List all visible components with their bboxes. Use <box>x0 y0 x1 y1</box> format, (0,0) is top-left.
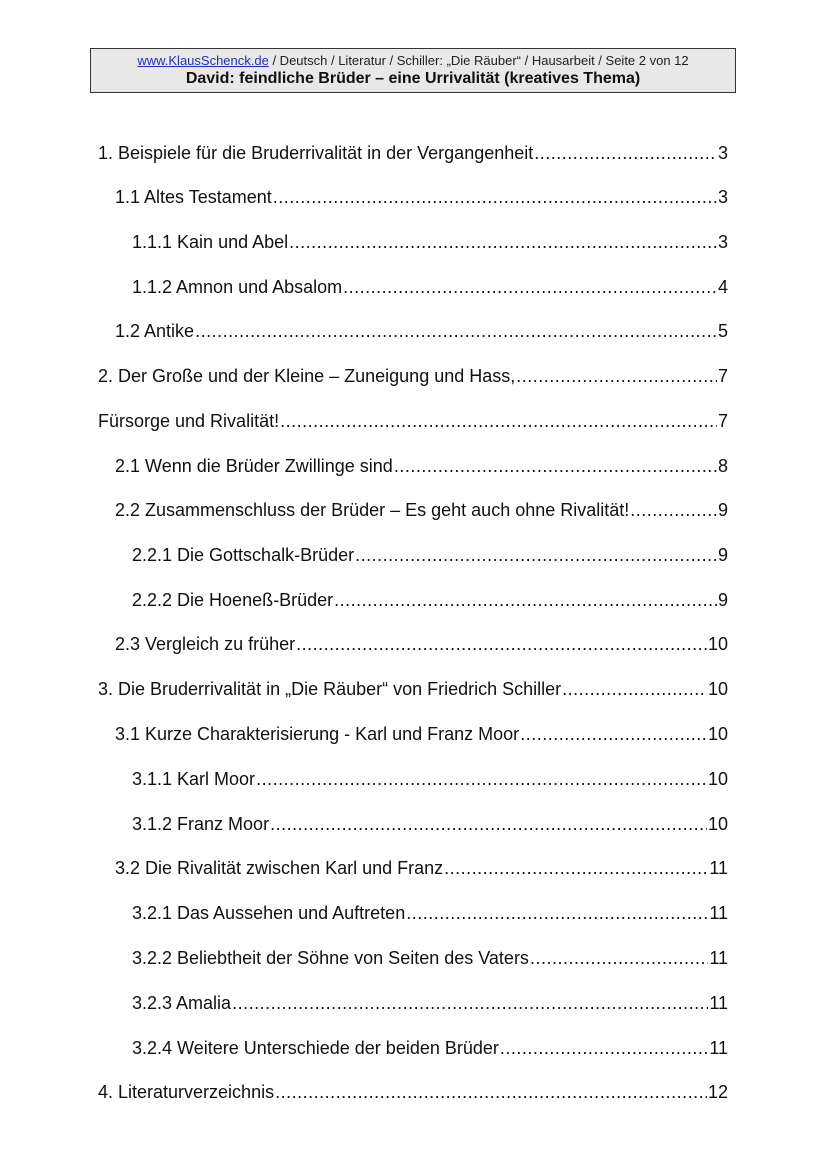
toc-entry-title: 1.1.2 Amnon und Absalom <box>132 277 343 297</box>
toc-entry[interactable] <box>115 184 728 210</box>
toc-entry-title: 3.2.2 Beliebtheit der Söhne von Seiten des Vaters <box>132 948 529 968</box>
toc-entry[interactable] <box>132 900 728 926</box>
toc-entry-title: 3.1.1 Karl Moor <box>132 769 256 789</box>
toc-leader-dots <box>500 1035 708 1061</box>
toc-entry-title: 1. Beispiele für die Bruderrivalität in der Vergangenheit <box>98 143 534 163</box>
toc-entry[interactable] <box>115 631 728 657</box>
toc-entry[interactable] <box>98 1079 728 1105</box>
toc-leader-dots <box>534 140 717 166</box>
toc-entry-title: 4. Literaturverzeichnis <box>98 1082 275 1102</box>
toc-entry-title: 3.2 Die Rivalität zwischen Karl und Franz <box>115 858 444 878</box>
toc-entry[interactable] <box>132 274 728 300</box>
toc-entry-title: 3.1 Kurze Charakterisierung - Karl und Franz Moor <box>115 724 520 744</box>
toc-leader-dots <box>289 229 717 255</box>
toc-entry[interactable] <box>132 587 728 613</box>
breadcrumb-text: / Deutsch / Literatur / Schiller: „Die Räuber“ / Hausarbeit / Seite 2 von 12 <box>268 53 689 68</box>
toc-entry[interactable] <box>115 318 728 344</box>
toc-entry-title: 2.2.1 Die Gottschalk-Brüder <box>132 545 355 565</box>
toc-page-number: 12 <box>707 1082 728 1102</box>
toc-leader-dots <box>195 318 717 344</box>
toc-leader-dots <box>343 274 717 300</box>
toc-leader-dots <box>273 184 717 210</box>
toc-entry[interactable] <box>98 363 728 389</box>
toc-entry-title: 2.2.2 Die Hoeneß-Brüder <box>132 590 334 610</box>
site-link[interactable]: www.KlausSchenck.de <box>137 53 269 68</box>
toc-entry[interactable] <box>98 140 728 166</box>
toc-entry-title: 3.1.2 Franz Moor <box>132 814 270 834</box>
toc-entry-title: 2. Der Große und der Kleine – Zuneigung und Hass, <box>98 366 516 386</box>
toc-entry-title: 2.1 Wenn die Brüder Zwillinge sind <box>115 456 393 476</box>
toc-entry[interactable] <box>115 453 728 479</box>
toc-page-number: 3 <box>717 187 728 207</box>
toc-entry-title: 1.1.1 Kain und Abel <box>132 232 289 252</box>
toc-entry[interactable] <box>115 855 728 881</box>
toc-leader-dots <box>232 990 708 1016</box>
document-title: David: feindliche Brüder – eine Urrivalität (kreatives Thema) <box>185 70 641 87</box>
toc-leader-dots <box>275 1079 707 1105</box>
toc-entry[interactable] <box>98 408 728 434</box>
toc-entry-title: Fürsorge und Rivalität! <box>98 411 280 431</box>
toc-entry[interactable] <box>115 721 728 747</box>
toc-page-number: 11 <box>709 1038 728 1058</box>
toc-page-number: 8 <box>717 456 728 476</box>
toc-leader-dots <box>406 900 708 926</box>
toc-leader-dots <box>296 631 707 657</box>
toc-entry-title: 3.2.1 Das Aussehen und Auftreten <box>132 903 406 923</box>
toc-page-number: 9 <box>717 500 728 520</box>
toc-entry[interactable] <box>132 542 728 568</box>
toc-entry[interactable] <box>132 945 728 971</box>
toc-page-number: 11 <box>709 993 728 1013</box>
toc-entry-title: 1.2 Antike <box>115 321 195 341</box>
toc-page-number: 11 <box>709 858 728 878</box>
toc-page-number: 10 <box>707 769 728 789</box>
toc-page-number: 4 <box>717 277 728 297</box>
toc-page-number: 10 <box>707 634 728 654</box>
toc-entry[interactable] <box>132 229 728 255</box>
toc-page-number: 10 <box>707 814 728 834</box>
toc-leader-dots <box>334 587 717 613</box>
toc-page-number: 7 <box>717 366 728 386</box>
toc-entry[interactable] <box>115 497 728 523</box>
toc-leader-dots <box>394 453 717 479</box>
toc-page-number: 11 <box>709 903 728 923</box>
toc-entry-title: 2.3 Vergleich zu früher <box>115 634 296 654</box>
toc-entry-title: 3. Die Bruderrivalität in „Die Räuber“ von Friedrich Schiller <box>98 679 562 699</box>
toc-page-number: 7 <box>717 411 728 431</box>
toc-page-number: 3 <box>717 143 728 163</box>
toc-page-number: 10 <box>707 679 728 699</box>
toc-entry-title: 1.1 Altes Testament <box>115 187 272 207</box>
toc-page-number: 11 <box>709 948 728 968</box>
toc-leader-dots <box>516 363 717 389</box>
toc-entry[interactable] <box>132 811 728 837</box>
toc-page-number: 9 <box>717 545 728 565</box>
toc-entry[interactable] <box>132 990 728 1016</box>
toc-leader-dots <box>280 408 717 434</box>
toc-leader-dots <box>355 542 717 568</box>
toc-leader-dots <box>270 811 707 837</box>
toc-entry-title: 2.2 Zusammenschluss der Brüder – Es geht auch ohne Rivalität! <box>115 500 630 520</box>
toc-page-number: 9 <box>717 590 728 610</box>
toc-entry[interactable] <box>132 766 728 792</box>
toc-entry[interactable] <box>132 1035 728 1061</box>
toc-leader-dots <box>256 766 707 792</box>
toc-page-number: 10 <box>707 724 728 744</box>
toc-entry[interactable] <box>98 676 728 702</box>
toc-leader-dots <box>530 945 708 971</box>
toc-entry-title: 3.2.4 Weitere Unterschiede der beiden Brüder <box>132 1038 499 1058</box>
toc-page-number: 5 <box>717 321 728 341</box>
toc-leader-dots <box>520 721 707 747</box>
toc-entry-title: 3.2.3 Amalia <box>132 993 232 1013</box>
toc-leader-dots <box>444 855 708 881</box>
toc-page-number: 3 <box>717 232 728 252</box>
toc-leader-dots <box>562 676 707 702</box>
toc-leader-dots <box>630 497 717 523</box>
